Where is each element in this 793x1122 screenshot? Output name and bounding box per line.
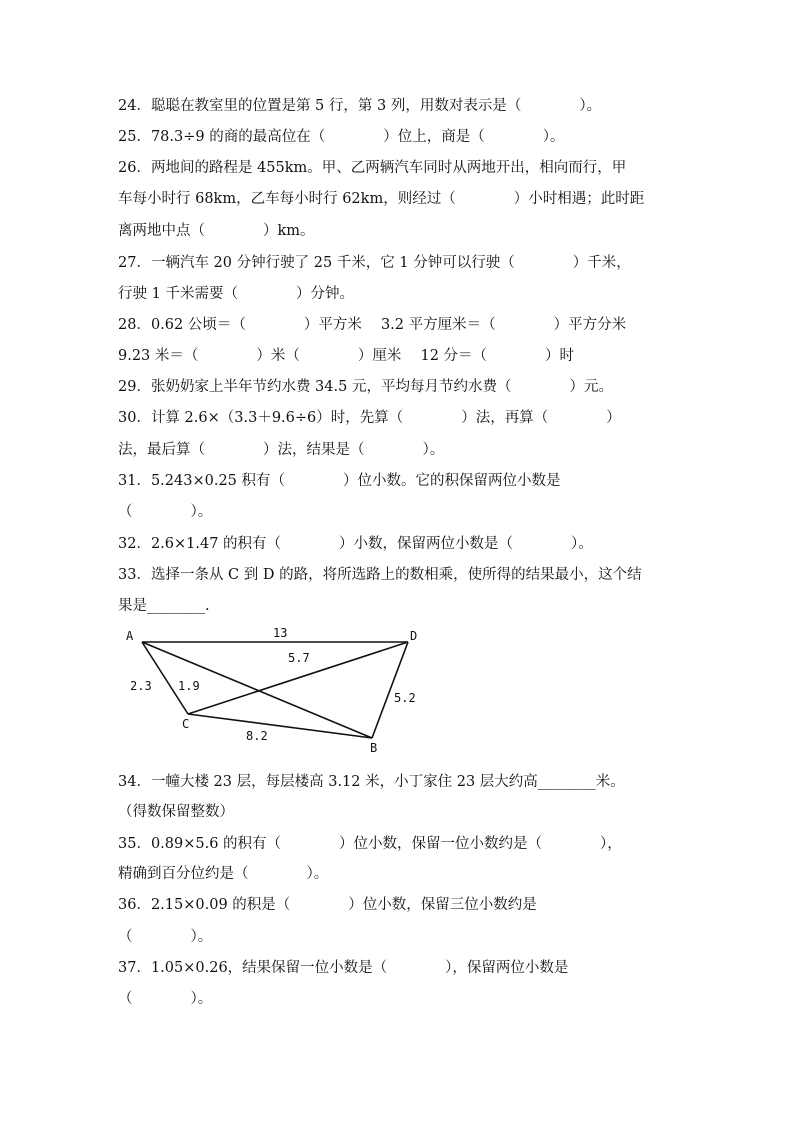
- question-35-line-1: 35．0.89×5.6 的积有（ ）位小数，保留一位小数约是（ ），: [118, 836, 622, 852]
- question-25: 25．78.3÷9 的商的最高位在（ ）位上，商是（ ）。: [118, 129, 565, 145]
- question-37-line-1: 37．1.05×0.26，结果保留一位小数是（ ），保留两位小数是: [118, 960, 569, 976]
- edge-a-c: [142, 642, 188, 714]
- question-26-line-1: 26．两地间的路程是 455km。甲、乙两辆汽车同时从两地开出，相向而行，甲: [118, 160, 627, 176]
- label-point-d: D: [410, 629, 418, 643]
- question-27-line-2: 行驶 1 千米需要（ ）分钟。: [118, 286, 354, 302]
- label-edge-cd: 5.7: [288, 651, 310, 665]
- label-edge-ac: 2.3: [130, 679, 152, 693]
- question-36-line-1: 36．2.15×0.09 的积是（ ）位小数，保留三位小数约是: [118, 897, 537, 913]
- question-24: 24．聪聪在教室里的位置是第 5 行，第 3 列，用数对表示是（ ）。: [118, 98, 602, 114]
- question-32: 32．2.6×1.47 的积有（ ）小数，保留两位小数是（ ）。: [118, 536, 593, 552]
- label-edge-db: 5.2: [394, 691, 416, 705]
- question-28-line-2: 9.23 米＝（ ）米（ ）厘米 12 分＝（ ）时: [118, 348, 575, 364]
- question-33-line-2: 果是________.: [118, 598, 210, 614]
- label-edge-ad: 13: [273, 626, 288, 640]
- question-27-line-1: 27．一辆汽车 20 分钟行驶了 25 千米，它 1 分钟可以行驶（ ）千米，: [118, 255, 631, 271]
- question-36-line-2: （ ）。: [118, 929, 213, 945]
- label-edge-ab: 1.9: [178, 679, 200, 693]
- label-point-c: C: [182, 717, 190, 731]
- question-37-line-2: （ ）。: [118, 991, 213, 1007]
- label-edge-cb: 8.2: [246, 729, 268, 743]
- question-28-line-1: 28．0.62 公顷＝（ ）平方米 3.2 平方厘米＝（ ）平方分米: [118, 317, 627, 333]
- question-29: 29．张奶奶家上半年节约水费 34.5 元，平均每月节约水费（ ）元。: [118, 379, 613, 395]
- question-30-line-2: 法，最后算（ ）法，结果是（ ）。: [118, 442, 445, 458]
- question-33-line-1: 33．选择一条从 C 到 D 的路，将所选路上的数相乘，使所得的结果最小，这个结: [118, 567, 642, 583]
- question-26-line-3: 离两地中点（ ）km。: [118, 223, 315, 239]
- label-point-a: A: [126, 629, 134, 643]
- question-34-line-1: 34．一幢大楼 23 层，每层楼高 3.12 米，小丁家住 23 层大约高________米。: [118, 774, 625, 790]
- route-diagram: [118, 624, 438, 759]
- question-30-line-1: 30．计算 2.6×（3.3＋9.6÷6）时，先算（ ）法，再算（ ）: [118, 410, 621, 426]
- question-34-line-2: （得数保留整数）: [118, 804, 234, 820]
- label-point-b: B: [370, 741, 378, 755]
- edge-d-b: [372, 642, 408, 738]
- question-31-line-1: 31．5.243×0.25 积有（ ）位小数。它的积保留两位小数是: [118, 473, 561, 489]
- question-26-line-2: 车每小时行 68km，乙车每小时行 62km，则经过（ ）小时相遇；此时距: [118, 191, 645, 207]
- question-31-line-2: （ ）。: [118, 504, 213, 520]
- question-35-line-2: 精确到百分位约是（ ）。: [118, 866, 329, 882]
